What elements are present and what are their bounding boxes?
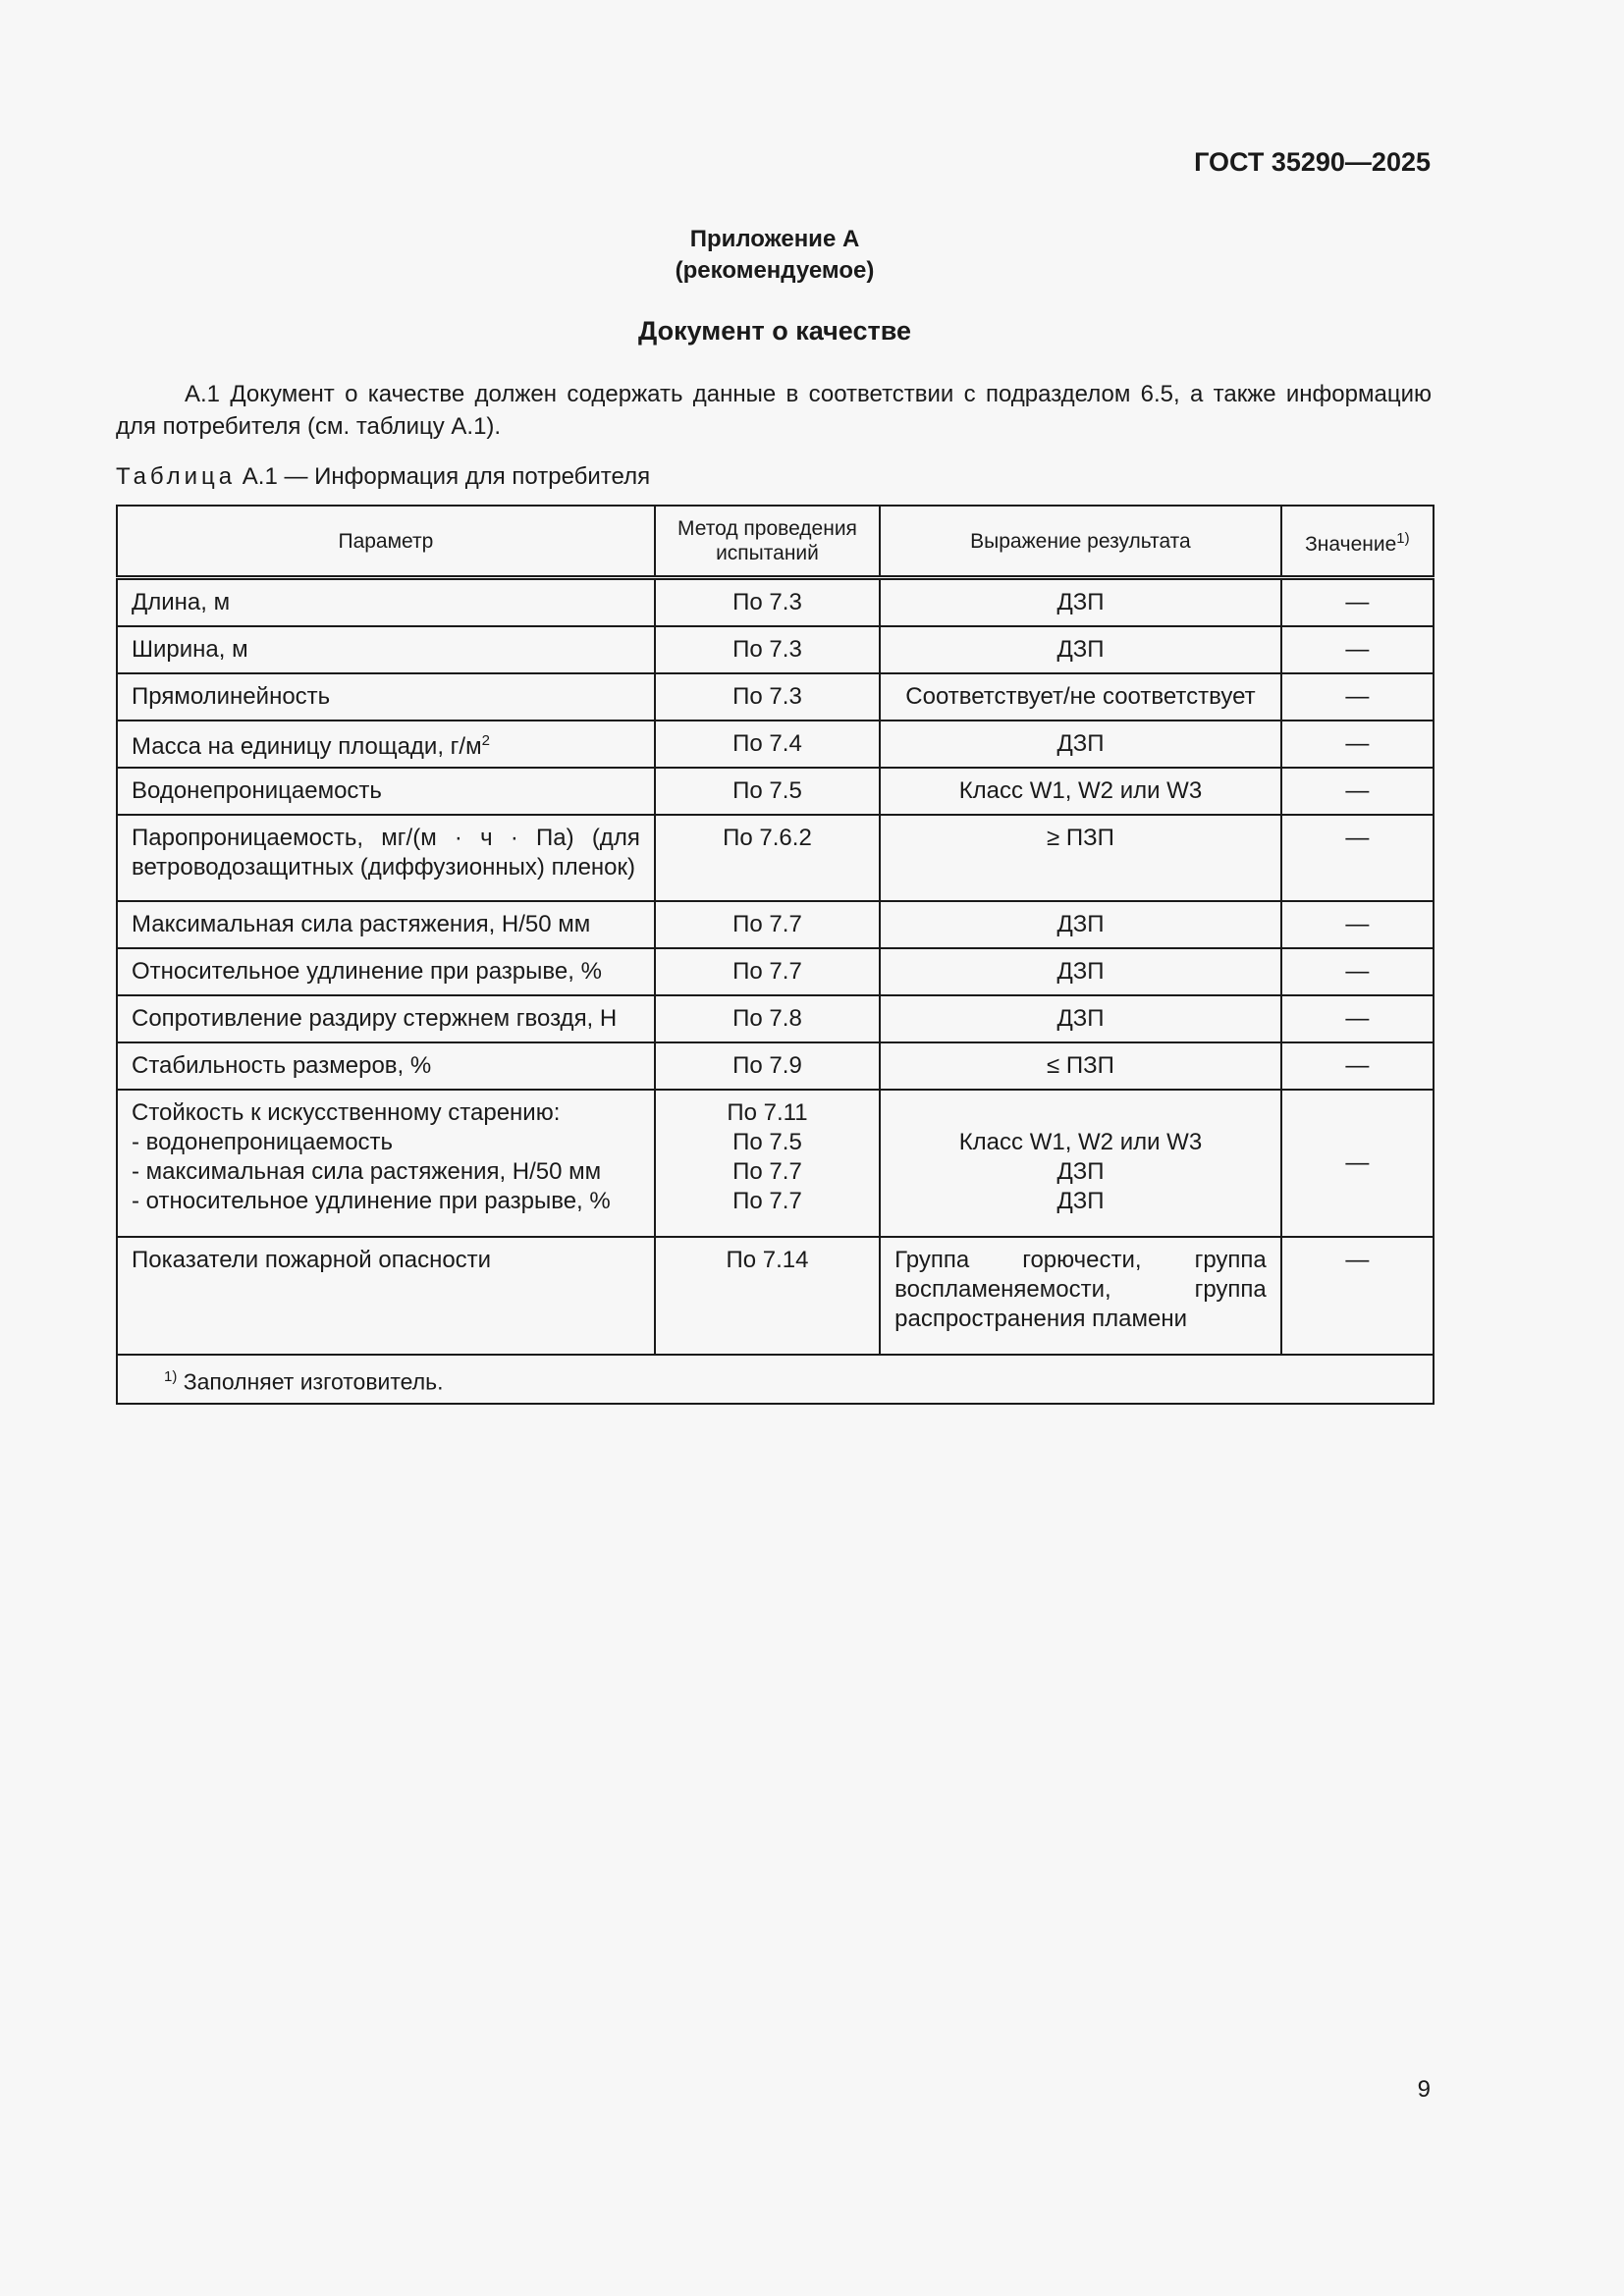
header-parameter: Параметр (117, 506, 655, 578)
cell-parameter: Максимальная сила растяжения, Н/50 мм (117, 901, 655, 948)
cell-method: По 7.3 (655, 626, 880, 673)
table-row (117, 995, 1434, 1042)
aging-param-line: Стойкость к искусственному старению: (132, 1099, 561, 1126)
footnote-text: Заполняет изготовитель. (183, 1368, 444, 1395)
cell-parameter-text: Масса на единицу площади, г/м (132, 733, 482, 760)
cell-value: — (1281, 626, 1434, 673)
table-footnote (117, 1355, 1434, 1404)
cell-method: По 7.8 (655, 995, 880, 1042)
aging-method-line: По 7.5 (732, 1129, 802, 1155)
table-row (117, 721, 1434, 768)
header-method: Метод проведения испытаний (655, 506, 880, 578)
consumer-info-table (116, 505, 1435, 1405)
cell-parameter: Водонепроницаемость (117, 768, 655, 815)
table-row-fire (117, 1237, 1434, 1355)
cell-result: ≤ ПЗП (880, 1042, 1281, 1090)
cell-value: — (1281, 995, 1434, 1042)
table-row (117, 768, 1434, 815)
cell-parameter (117, 1090, 655, 1237)
cell-result: ДЗП (880, 626, 1281, 673)
aging-method-line: По 7.7 (732, 1188, 802, 1214)
cell-value: — (1281, 815, 1434, 901)
table-row (117, 901, 1434, 948)
aging-param-line: - относительное удлинение при разрыве, % (132, 1188, 611, 1214)
table-row (117, 578, 1434, 627)
annex-heading (0, 224, 1549, 287)
cell-method: По 7.4 (655, 721, 880, 768)
table-row (117, 815, 1434, 901)
cell-method (655, 1090, 880, 1237)
header-value (1281, 506, 1434, 578)
cell-method: По 7.6.2 (655, 815, 880, 901)
aging-param-line: - максимальная сила растяжения, Н/50 мм (132, 1158, 602, 1185)
table-header-row (117, 506, 1434, 578)
cell-method: По 7.7 (655, 901, 880, 948)
aging-method-line: По 7.11 (727, 1099, 808, 1126)
cell-value: — (1281, 1237, 1434, 1355)
header-value-text: Значение (1305, 532, 1397, 556)
cell-result: ДЗП (880, 995, 1281, 1042)
table-row (117, 948, 1434, 995)
table-row (117, 626, 1434, 673)
paragraph-a1 (116, 378, 1432, 443)
table-caption (116, 463, 650, 491)
cell-method: По 7.3 (655, 673, 880, 721)
aging-result-line: ДЗП (1056, 1188, 1105, 1214)
cell-value: — (1281, 901, 1434, 948)
annex-status: (рекомендуемое) (675, 257, 875, 284)
cell-parameter: Показатели пожарной опасности (117, 1237, 655, 1355)
cell-parameter: Прямолинейность (117, 673, 655, 721)
table-row-aging (117, 1090, 1434, 1237)
cell-result: ДЗП (880, 721, 1281, 768)
cell-method: По 7.14 (655, 1237, 880, 1355)
cell-method: По 7.3 (655, 578, 880, 627)
cell-value: — (1281, 948, 1434, 995)
cell-result (880, 1090, 1281, 1237)
aging-result-line: ДЗП (1056, 1158, 1105, 1185)
cell-result: ≥ ПЗП (880, 815, 1281, 901)
aging-method-line: По 7.7 (732, 1158, 802, 1185)
table-row (117, 1042, 1434, 1090)
cell-value: — (1281, 1090, 1434, 1237)
cell-parameter: Стабильность размеров, % (117, 1042, 655, 1090)
cell-parameter: Длина, м (117, 578, 655, 627)
aging-param-line: - водонепроницаемость (132, 1129, 394, 1155)
section-heading: Документ о качестве (638, 316, 911, 346)
cell-result: Соответствует/не соответствует (880, 673, 1281, 721)
cell-result: Группа горючести, группа воспламеняемости, группа распространения пламени (880, 1237, 1281, 1355)
cell-parameter: Сопротивление раздиру стержнем гвоздя, Н (117, 995, 655, 1042)
paragraph-line-2: для потребителя (см. таблицу А.1). (116, 413, 502, 440)
cell-result: ДЗП (880, 948, 1281, 995)
superscript: 2 (481, 732, 490, 749)
table-caption-text: А.1 — Информация для потребителя (242, 463, 651, 490)
cell-result: Класс W1, W2 или W3 (880, 768, 1281, 815)
table-caption-word: Таблица (116, 463, 237, 490)
header-footnote-mark: 1) (1396, 529, 1410, 547)
cell-result: ДЗП (880, 901, 1281, 948)
cell-value: — (1281, 1042, 1434, 1090)
aging-result-spacer (894, 1098, 1267, 1128)
annex-title: Приложение А (689, 226, 860, 252)
page-number: 9 (1417, 2076, 1431, 2103)
standard-number: ГОСТ 35290—2025 (1194, 147, 1431, 177)
cell-method: По 7.9 (655, 1042, 880, 1090)
table-footnote-row (117, 1355, 1434, 1404)
cell-value: — (1281, 673, 1434, 721)
cell-method: По 7.5 (655, 768, 880, 815)
cell-parameter: Относительное удлинение при разрыве, % (117, 948, 655, 995)
cell-parameter (117, 721, 655, 768)
header-result: Выражение результата (880, 506, 1281, 578)
cell-result: ДЗП (880, 578, 1281, 627)
cell-parameter: Паропроницаемость, мг/(м · ч · Па) (для ветроводозащитных (диффузионных) пленок) (117, 815, 655, 901)
cell-value: — (1281, 721, 1434, 768)
table-row (117, 673, 1434, 721)
cell-parameter: Ширина, м (117, 626, 655, 673)
footnote-mark: 1) (164, 1367, 178, 1385)
cell-value: — (1281, 578, 1434, 627)
cell-value: — (1281, 768, 1434, 815)
paragraph-line-1: А.1 Документ о качестве должен содержать данные в соответствии с подразделом 6.5, а также информацию (185, 381, 1432, 407)
aging-result-line: Класс W1, W2 или W3 (958, 1129, 1203, 1155)
cell-method: По 7.7 (655, 948, 880, 995)
